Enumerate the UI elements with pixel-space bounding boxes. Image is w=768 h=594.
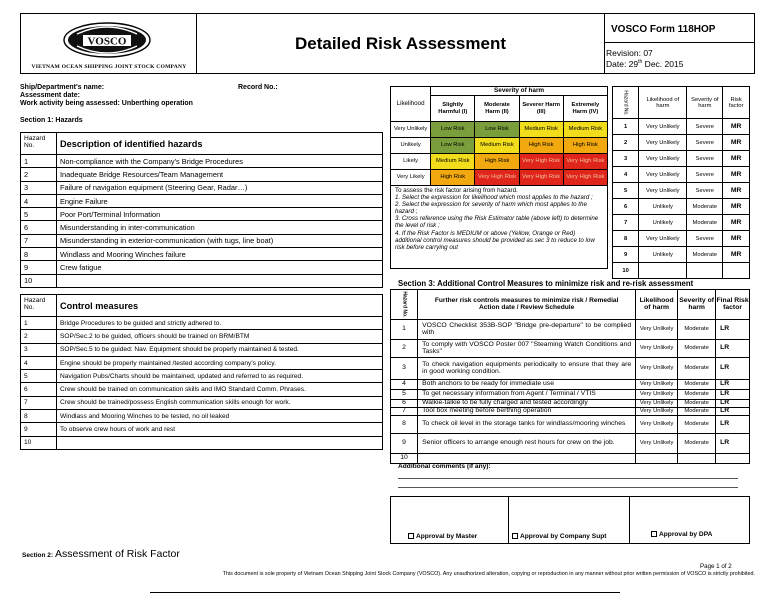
rf-risk: MR bbox=[723, 183, 750, 199]
hazard-no: 4 bbox=[21, 194, 57, 207]
control-measure: To observe crew hours of work and rest bbox=[57, 423, 383, 436]
page-number: Page 1 of 2 bbox=[700, 563, 732, 570]
hazard-no: 1 bbox=[21, 155, 57, 168]
risk-factor-table bbox=[612, 86, 750, 279]
matrix-row bbox=[391, 122, 608, 138]
rf-likelihood: Unlikely bbox=[639, 215, 687, 231]
matrix-row bbox=[391, 170, 608, 186]
risk-estimator-matrix bbox=[390, 86, 608, 186]
hazard-description: Crew fatigue bbox=[57, 261, 383, 274]
table-row bbox=[21, 261, 383, 274]
rf-risk: MR bbox=[723, 231, 750, 247]
ship-name-label: Ship/Department's name: bbox=[20, 84, 105, 91]
hazard-description bbox=[57, 274, 383, 287]
s3-severity: Moderate bbox=[678, 408, 716, 416]
s3-severity: Moderate bbox=[678, 340, 716, 358]
rf-likelihood: Very Unlikely bbox=[639, 183, 687, 199]
control-measure: Bridge Procedures to be guided and strictly adhered to. bbox=[57, 317, 383, 330]
section3-title: Section 3: Additional Control Measures to minimize risk and re-risk assessment bbox=[398, 279, 694, 288]
table-row bbox=[21, 168, 383, 181]
risk-factor-row bbox=[613, 199, 750, 215]
s3-measure-header: Further risk controls measures to minimize risk / Remedial Action date / Review Schedule bbox=[418, 290, 636, 320]
s3-likelihood: Very Unlikely bbox=[636, 408, 678, 416]
severity-column-header: Severer Harm (III) bbox=[519, 96, 563, 122]
table-row bbox=[21, 356, 383, 369]
control-no: 3 bbox=[21, 343, 57, 356]
s3-final-risk: LR bbox=[716, 320, 750, 340]
rf-likelihood: Unlikely bbox=[639, 247, 687, 263]
s3-likelihood bbox=[636, 454, 678, 464]
s3-final-risk: LR bbox=[716, 380, 750, 390]
likelihood-label: Unlikely bbox=[391, 138, 431, 154]
section3-header-row bbox=[391, 290, 750, 320]
s3-final-risk: LR bbox=[716, 416, 750, 434]
s3-measure: Walkie-talkie to be fully charged and tested accordingly bbox=[418, 400, 636, 408]
s3-measure: VOSCO Checklist 353B-SOP "Bridge pre-departure" to be complied with bbox=[418, 320, 636, 340]
risk-cell: Low Risk bbox=[431, 122, 475, 138]
s3-no: 6 bbox=[391, 400, 418, 408]
table-row bbox=[21, 383, 383, 396]
comment-line-2 bbox=[398, 487, 738, 488]
s3-final-risk: LR bbox=[716, 358, 750, 380]
hazards-table bbox=[20, 132, 383, 288]
hazard-no: 7 bbox=[21, 234, 57, 247]
table-row bbox=[21, 155, 383, 168]
table-row bbox=[391, 416, 750, 434]
header-divider bbox=[605, 42, 755, 43]
s3-no: 9 bbox=[391, 434, 418, 454]
s3-final-risk: LR bbox=[716, 434, 750, 454]
risk-cell: High Risk bbox=[475, 154, 519, 170]
hazard-no: 3 bbox=[21, 181, 57, 194]
risk-cell: Medium Risk bbox=[563, 122, 607, 138]
likelihood-label: Very Likely bbox=[391, 170, 431, 186]
table-row bbox=[21, 423, 383, 436]
rf-severity: Severe bbox=[687, 119, 723, 135]
company-name: VIETNAM OCEAN SHIPPING JOINT STOCK COMPANY bbox=[31, 64, 187, 70]
s3-final-risk bbox=[716, 454, 750, 464]
rf-risk: MR bbox=[723, 151, 750, 167]
s3-no: 8 bbox=[391, 416, 418, 434]
rf-severity: Severe bbox=[687, 183, 723, 199]
table-row bbox=[21, 208, 383, 221]
table-row bbox=[391, 454, 750, 464]
rf-likelihood: Very Unlikely bbox=[639, 135, 687, 151]
control-no: 8 bbox=[21, 410, 57, 423]
s3-severity: Moderate bbox=[678, 320, 716, 340]
s3-likelihood: Very Unlikely bbox=[636, 358, 678, 380]
risk-factor-header-row bbox=[613, 87, 750, 119]
hazard-description: Misunderstanding in exterior-communication (with tugs, line boat) bbox=[57, 234, 383, 247]
control-measures-table bbox=[20, 294, 383, 450]
rf-risk: MR bbox=[723, 247, 750, 263]
rf-no: 5 bbox=[613, 183, 639, 199]
s3-measure: To check oil level in the storage tanks for windlass/mooring winches bbox=[418, 416, 636, 434]
table-row bbox=[21, 436, 383, 449]
approval-dpa-checkbox[interactable] bbox=[651, 531, 657, 537]
work-activity: Work activity being assessed: Unberthing operation bbox=[20, 100, 193, 107]
control-no: 7 bbox=[21, 396, 57, 409]
s3-no: 4 bbox=[391, 380, 418, 390]
table-row bbox=[21, 194, 383, 207]
risk-factor-row bbox=[613, 231, 750, 247]
s3-severity: Moderate bbox=[678, 434, 716, 454]
rf-severity: Severe bbox=[687, 135, 723, 151]
rf-severity: Moderate bbox=[687, 215, 723, 231]
table-row bbox=[21, 370, 383, 383]
rf-no: 9 bbox=[613, 247, 639, 263]
hazard-no: 9 bbox=[21, 261, 57, 274]
hazard-no: 10 bbox=[21, 274, 57, 287]
control-desc-header: Control measures bbox=[57, 295, 383, 317]
table-row bbox=[391, 434, 750, 454]
instruction-line: To assess the risk factor arising from hazard. bbox=[395, 187, 518, 194]
hazard-no: 5 bbox=[21, 208, 57, 221]
control-no: 9 bbox=[21, 423, 57, 436]
form-number: VOSCO Form 118HOP bbox=[611, 24, 716, 35]
rf-likelihood: Very Unlikely bbox=[639, 119, 687, 135]
hazard-no: 6 bbox=[21, 221, 57, 234]
rf-severity: Severe bbox=[687, 151, 723, 167]
hazard-no-header: Hazard No. bbox=[21, 133, 57, 155]
control-measure: Navigation Pubs/Charts should be maintained, updated and referred to as required. bbox=[57, 370, 383, 383]
risk-factor-row bbox=[613, 215, 750, 231]
section2-title: Assessment of Risk Factor bbox=[55, 548, 180, 560]
severity-column-header: Moderate Harm (II) bbox=[475, 96, 519, 122]
s3-likelihood: Very Unlikely bbox=[636, 416, 678, 434]
hazard-description: Inadequate Bridge Resources/Team Management bbox=[57, 168, 383, 181]
risk-cell: Medium Risk bbox=[431, 154, 475, 170]
matrix-row bbox=[391, 138, 608, 154]
instructions-box bbox=[390, 185, 608, 269]
rf-likelihood-header: Likelihood of harm bbox=[639, 87, 687, 119]
risk-cell: High Risk bbox=[431, 170, 475, 186]
table-row bbox=[21, 330, 383, 343]
hazard-description: Windlass and Mooring Winches failure bbox=[57, 248, 383, 261]
rf-no: 1 bbox=[613, 119, 639, 135]
control-no: 10 bbox=[21, 436, 57, 449]
hazard-description: Engine Failure bbox=[57, 194, 383, 207]
s3-likelihood: Very Unlikely bbox=[636, 434, 678, 454]
s3-likelihood: Very Unlikely bbox=[636, 380, 678, 390]
rf-severity: Moderate bbox=[687, 247, 723, 263]
s3-severity: Moderate bbox=[678, 400, 716, 408]
s3-severity: Moderate bbox=[678, 380, 716, 390]
rf-likelihood: Unlikely bbox=[639, 199, 687, 215]
s3-no: 3 bbox=[391, 358, 418, 380]
rf-no: 6 bbox=[613, 199, 639, 215]
s3-no: 1 bbox=[391, 320, 418, 340]
s3-likelihood-header: Likelihood of harm bbox=[636, 290, 678, 320]
s3-final-risk: LR bbox=[716, 340, 750, 358]
revision-date: Date: 29th Dec. 2015 bbox=[606, 59, 684, 69]
severity-column-header: Extremely Harm (IV) bbox=[563, 96, 607, 122]
s3-final-risk: LR bbox=[716, 408, 750, 416]
page-title: Detailed Risk Assessment bbox=[197, 14, 605, 73]
rf-severity: Moderate bbox=[687, 199, 723, 215]
control-measure bbox=[57, 436, 383, 449]
s3-measure: Both anchors to be ready for immediate use bbox=[418, 380, 636, 390]
risk-cell: Very High Risk bbox=[563, 154, 607, 170]
instruction-line: 2. Select the expression for severity of harm which most applies to the hazard ; bbox=[395, 201, 587, 216]
section2-heading bbox=[22, 548, 180, 560]
s3-no: 2 bbox=[391, 340, 418, 358]
table-row bbox=[391, 358, 750, 380]
rf-severity-header: Severity of harm bbox=[687, 87, 723, 119]
risk-factor-row bbox=[613, 167, 750, 183]
s3-measure: Tool box meeting before berthing operation bbox=[418, 408, 636, 416]
rf-no: 10 bbox=[613, 263, 639, 279]
rf-no: 4 bbox=[613, 167, 639, 183]
instruction-line: 1. Select the expression for likelihood which most applies to the hazard ; bbox=[395, 194, 593, 202]
rf-severity bbox=[687, 263, 723, 279]
table-row bbox=[391, 340, 750, 358]
table-row bbox=[21, 248, 383, 261]
additional-controls-table bbox=[390, 289, 750, 464]
record-no-label: Record No.: bbox=[238, 84, 278, 91]
table-row bbox=[21, 343, 383, 356]
section1-title: Section 1: Hazards bbox=[20, 117, 83, 124]
rf-no-header: Hazard No. bbox=[613, 87, 639, 119]
s3-final-risk: LR bbox=[716, 390, 750, 400]
risk-factor-row bbox=[613, 247, 750, 263]
risk-cell: High Risk bbox=[563, 138, 607, 154]
rf-severity: Severe bbox=[687, 231, 723, 247]
logo-text: VOSCO bbox=[87, 35, 127, 48]
s3-measure bbox=[418, 454, 636, 464]
s3-measure: Senior officers to arrange enough rest hours for crew on the job. bbox=[418, 434, 636, 454]
matrix-row bbox=[391, 154, 608, 170]
control-no-header: Hazard No. bbox=[21, 295, 57, 317]
approval-divider-2 bbox=[629, 497, 630, 543]
instruction-line: 3. Cross reference using the Risk Estimator table (above left) to determine the level of risk ; bbox=[395, 215, 599, 230]
risk-cell: Very High Risk bbox=[475, 170, 519, 186]
s3-severity-header: Severity of harm bbox=[678, 290, 716, 320]
rf-risk: MR bbox=[723, 199, 750, 215]
risk-factor-row bbox=[613, 263, 750, 279]
control-measure: SOP/Sec.2 to be guided, officers should be trained on BRM/BTM bbox=[57, 330, 383, 343]
risk-cell: Medium Risk bbox=[475, 138, 519, 154]
table-row bbox=[21, 410, 383, 423]
table-row bbox=[21, 274, 383, 287]
table-row bbox=[391, 390, 750, 400]
control-no: 2 bbox=[21, 330, 57, 343]
rf-risk: MR bbox=[723, 167, 750, 183]
table-row bbox=[21, 396, 383, 409]
rf-risk bbox=[723, 263, 750, 279]
control-no: 6 bbox=[21, 383, 57, 396]
rf-risk: MR bbox=[723, 135, 750, 151]
control-no: 4 bbox=[21, 356, 57, 369]
rf-likelihood: Very Unlikely bbox=[639, 231, 687, 247]
approval-divider-1 bbox=[508, 497, 509, 543]
hazard-description: Failure of navigation equipment (Steering Gear, Radar…) bbox=[57, 181, 383, 194]
rf-no: 3 bbox=[613, 151, 639, 167]
s3-likelihood: Very Unlikely bbox=[636, 390, 678, 400]
rf-risk: MR bbox=[723, 215, 750, 231]
table-row bbox=[21, 221, 383, 234]
hazard-no: 8 bbox=[21, 248, 57, 261]
table-row bbox=[391, 380, 750, 390]
likelihood-header: Likelihood bbox=[391, 87, 431, 122]
table-row bbox=[391, 320, 750, 340]
rf-risk-header: Risk factor bbox=[723, 87, 750, 119]
matrix-header-row bbox=[391, 87, 608, 96]
risk-cell: Very High Risk bbox=[519, 170, 563, 186]
approval-dpa[interactable]: Approval by DPA bbox=[651, 531, 712, 538]
hazard-description: Non-compliance with the Company's Bridge Procedures bbox=[57, 155, 383, 168]
likelihood-label: Very Unlikely bbox=[391, 122, 431, 138]
s3-severity: Moderate bbox=[678, 390, 716, 400]
rf-no: 7 bbox=[613, 215, 639, 231]
risk-cell: Very High Risk bbox=[563, 170, 607, 186]
approval-master[interactable]: Approval by Master bbox=[408, 533, 477, 540]
control-measure: SOP/Sec.5 to be guided: Nav. Equipment should be properly maintained & tested. bbox=[57, 343, 383, 356]
approval-master-checkbox[interactable] bbox=[408, 533, 414, 539]
rf-likelihood bbox=[639, 263, 687, 279]
hazard-description: Misunderstanding in inter-communication bbox=[57, 221, 383, 234]
vosco-logo bbox=[63, 22, 151, 58]
logo-area bbox=[21, 14, 197, 73]
rf-likelihood: Very Unlikely bbox=[639, 151, 687, 167]
risk-factor-row bbox=[613, 151, 750, 167]
instruction-line: 4. If the Risk Factor is MEDIUM or above (Yellow, Orange or Red) additional control measures should be provided as sec 3 to reduce to low risk before carrying out bbox=[395, 229, 595, 251]
likelihood-label: Likely bbox=[391, 154, 431, 170]
s3-no-header: Hazard No. bbox=[391, 290, 418, 320]
controls-header-row bbox=[21, 295, 383, 317]
s3-final-risk-header: Final Risk factor bbox=[716, 290, 750, 320]
s3-no: 10 bbox=[391, 454, 418, 464]
s3-likelihood: Very Unlikely bbox=[636, 320, 678, 340]
hazards-header-row bbox=[21, 133, 383, 155]
footer-rule bbox=[150, 592, 620, 593]
table-row bbox=[21, 181, 383, 194]
risk-cell: Low Risk bbox=[475, 122, 519, 138]
s3-likelihood: Very Unlikely bbox=[636, 340, 678, 358]
revision: Revision: 07 bbox=[606, 48, 653, 58]
s3-measure: To get necessary information from Agent / Terminal / VTIS bbox=[418, 390, 636, 400]
hazard-description: Poor Port/Terminal Information bbox=[57, 208, 383, 221]
s3-severity bbox=[678, 454, 716, 464]
control-measure: Engine should be properly maintained /tested according company's policy. bbox=[57, 356, 383, 369]
s3-severity: Moderate bbox=[678, 416, 716, 434]
s3-no: 5 bbox=[391, 390, 418, 400]
risk-cell: Very High Risk bbox=[519, 154, 563, 170]
s3-measure: To check navigation equipments periodically to ensure that they are in good working condition. bbox=[418, 358, 636, 380]
rf-likelihood: Very Unlikely bbox=[639, 167, 687, 183]
additional-comments-label: Additional comments (if any): bbox=[398, 463, 491, 470]
s3-likelihood: Very Unlikely bbox=[636, 400, 678, 408]
section2-label: Section 2: bbox=[22, 552, 54, 559]
s3-severity: Moderate bbox=[678, 358, 716, 380]
s3-no: 7 bbox=[391, 408, 418, 416]
copyright-notice: This document is sole property of Vietnam Ocean Shipping Joint Stock Company (VOSCO). Any unauthorized alteration, copying or reproduction in any manner without prior written permission of VOSCO is strictly prohibited. bbox=[222, 571, 755, 577]
rf-no: 2 bbox=[613, 135, 639, 151]
control-no: 1 bbox=[21, 317, 57, 330]
approvals-box bbox=[390, 496, 750, 544]
approval-supt-checkbox[interactable] bbox=[512, 533, 518, 539]
control-measure: Crew should be trained/possess English communication skills enough for work. bbox=[57, 396, 383, 409]
table-row bbox=[391, 408, 750, 416]
table-row bbox=[21, 317, 383, 330]
risk-cell: Low Risk bbox=[431, 138, 475, 154]
control-no: 5 bbox=[21, 370, 57, 383]
rf-risk: MR bbox=[723, 119, 750, 135]
control-measure: Windlass and Mooring Winches to be tested, no oil leaked bbox=[57, 410, 383, 423]
hazard-no: 2 bbox=[21, 168, 57, 181]
risk-cell: Medium Risk bbox=[519, 122, 563, 138]
approval-supt[interactable]: Approval by Company Supt bbox=[512, 533, 606, 540]
rf-no: 8 bbox=[613, 231, 639, 247]
rf-severity: Severe bbox=[687, 167, 723, 183]
severity-header: Severity of harm bbox=[431, 87, 608, 96]
risk-factor-row bbox=[613, 183, 750, 199]
risk-factor-row bbox=[613, 119, 750, 135]
s3-final-risk: LR bbox=[716, 400, 750, 408]
control-measure: Crew should be trained on communication skills and IMO Standard Comm. Phrases. bbox=[57, 383, 383, 396]
s3-measure: To comply with VOSCO Poster 007 "Steaming Watch Conditions and Tasks" bbox=[418, 340, 636, 358]
risk-cell: High Risk bbox=[519, 138, 563, 154]
comment-line-1 bbox=[398, 478, 738, 479]
document-header bbox=[20, 13, 755, 74]
table-row bbox=[21, 234, 383, 247]
assessment-date-label: Assessment date: bbox=[20, 92, 80, 99]
hazard-desc-header: Description of identified hazards bbox=[57, 133, 383, 155]
severity-column-header: Slightly Harmful (I) bbox=[431, 96, 475, 122]
risk-factor-row bbox=[613, 135, 750, 151]
